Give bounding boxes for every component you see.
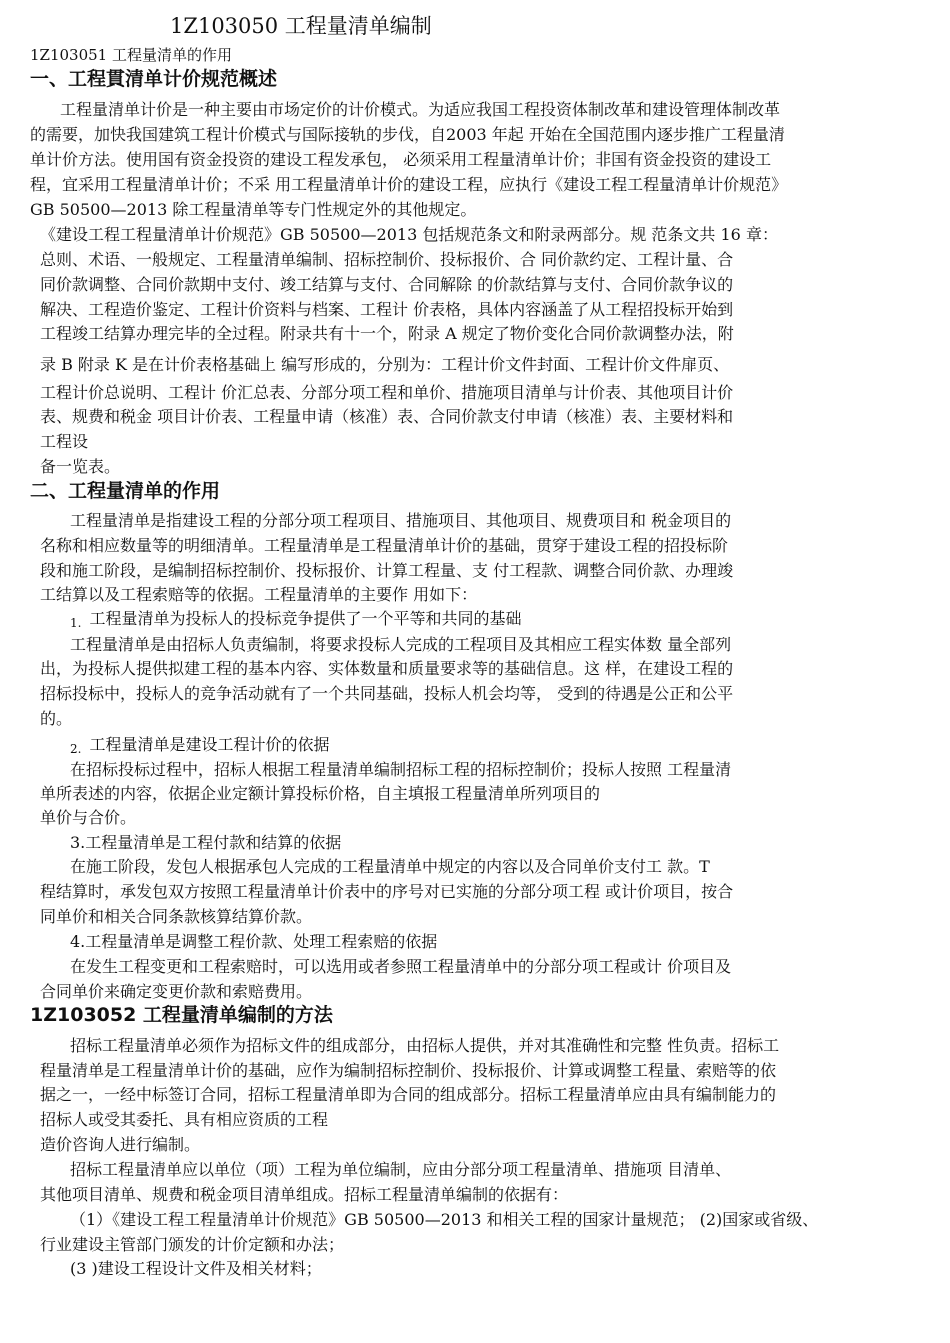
paragraph-line: 解决、工程造价鉴定、工程计价资料与档案、工程计 价表格，具体内容涵盖了从工程招投标开始到 bbox=[40, 300, 734, 319]
paragraph-line: 备一览表。 bbox=[40, 457, 121, 476]
list-item-number: 1. bbox=[70, 616, 82, 630]
list-item-title: 3.工程量清单是工程付款和结算的依据 bbox=[70, 833, 342, 852]
paragraph-line: 的。 bbox=[40, 709, 73, 728]
paragraph-line: 出，为投标人提供拟建工程的基本内容、实体数量和质量要求等的基础信息。这 样，在建设工程的 bbox=[40, 659, 734, 678]
paragraph-line: 行业建设主管部门颁发的计价定额和办法； bbox=[40, 1235, 345, 1254]
paragraph-line: 在发生工程变更和工程索赔时，可以选用或者参照工程量清单中的分部分项工程或计 价项目及 bbox=[70, 957, 732, 976]
paragraph-line: 工程量清单是由招标人负责编制，将要求投标人完成的工程项目及其相应工程实体数 量全部列 bbox=[70, 635, 732, 654]
paragraph-line: 《建设工程工程量清单计价规范》GB 50500—2013 包括规范条文和附录两部分。规 范条文共 16 章： bbox=[40, 225, 778, 244]
paragraph-line: 造价咨询人进行编制。 bbox=[40, 1135, 201, 1154]
paragraph-line: 录 B 附录 K 是在计价表格基础上 编写形成的，分别为：工程计价文件封面、工程计价文件扉页、 bbox=[40, 355, 730, 374]
paragraph-line: 单所表述的内容，依据企业定额计算投标价格，自主填报工程量清单所列项目的 bbox=[40, 784, 601, 803]
document-title: 1Z103050 工程量清单编制 bbox=[170, 14, 432, 38]
heading-section-3: 1Z103052 工程量清单编制的方法 bbox=[30, 1004, 333, 1026]
paragraph-line: 程量清单是工程量清单计价的基础，应作为编制招标控制价、投标报价、计算或调整工程量、索赔等的依 bbox=[40, 1061, 777, 1080]
list-item-title: 4.工程量清单是调整工程价款、处理工程索赔的依据 bbox=[70, 932, 438, 951]
paragraph-line: 招标工程量清单必须作为招标文件的组成部分，由招标人提供，并对其准确性和完整 性负责。招标工 bbox=[70, 1036, 780, 1055]
paragraph-line: 的需要，加快我国建筑工程计价模式与国际接轨的步伐，自2003 年起 开始在全国范围内逐步推广工程量清 bbox=[30, 125, 785, 144]
paragraph-line: （1）《建设工程工程量清单计价规范》GB 50500—2013 和相关工程的国家计量规范； (2)国家或省级、 bbox=[70, 1210, 819, 1229]
paragraph-line: 单计价方法。使用国有资金投资的建设工程发承包， 必须采用工程量清单计价；非国有资金投资的建设工 bbox=[30, 150, 772, 169]
paragraph-line: 总则、术语、一般规定、工程量清单编制、招标控制价、投标报价、合 同价款约定、工程计量、合 bbox=[40, 250, 734, 269]
paragraph-line: 单价与合价。 bbox=[40, 808, 137, 827]
paragraph-line: 同价款调整、合同价款期中支付、竣工结算与支付、合同解除 的价款结算与支付、合同价款争议的 bbox=[40, 275, 734, 294]
paragraph-line: 工程竣工结算办理完毕的全过程。附录共有十一个，附录 A 规定了物价变化合同价款调整办法，附 bbox=[40, 324, 734, 343]
paragraph-line: 招标投标中，投标人的竞争活动就有了一个共同基础，投标人机会均等， 受到的待遇是公正和公平 bbox=[40, 684, 734, 703]
paragraph-line: 程结算时，承发包双方按照工程量清单计价表中的序号对已实施的分部分项工程 或计价项目，按合 bbox=[40, 882, 734, 901]
paragraph-line: 招标人或受其委托、具有相应资质的工程 bbox=[40, 1110, 329, 1129]
list-item-title: 1. 工程量清单为投标人的投标竞争提供了一个平等和共同的基础 bbox=[70, 609, 522, 630]
paragraph-line: 工程量清单是指建设工程的分部分项工程项目、措施项目、其他项目、规费项目和 税金项目的 bbox=[70, 511, 732, 530]
paragraph-line: (3 )建设工程设计文件及相关材料； bbox=[70, 1259, 322, 1278]
heading-section-2: 二、工程量清单的作用 bbox=[30, 480, 221, 502]
paragraph-line: 名称和相应数量等的明细清单。工程量清单是工程量清单计价的基础，贯穿于建设工程的招投标阶 bbox=[40, 536, 729, 555]
section-subtitle: 1Z103051 工程量清单的作用 bbox=[30, 46, 232, 64]
paragraph-line: 工程量清单计价是一种主要由市场定价的计价模式。为适应我国工程投资体制改革和建设管理体制改革 bbox=[60, 100, 781, 119]
paragraph-line: 同单价和相关合同条款核算结算价款。 bbox=[40, 907, 313, 926]
paragraph-line: 程，宜采用工程量清单计价；不采 用工程量清单计价的建设工程，应执行《建设工程工程量清单计价规范》 bbox=[30, 175, 788, 194]
paragraph-line: 招标工程量清单应以单位（项）工程为单位编制，应由分部分项工程量清单、措施项 目清单、 bbox=[70, 1160, 732, 1179]
paragraph-line: 段和施工阶段，是编制招标控制价、投标报价、计算工程量、支 付工程款、调整合同价款、办理竣 bbox=[40, 561, 734, 580]
heading-section-1: 一、工程貫清单计价规范概述 bbox=[30, 68, 278, 90]
list-item-number: 2. bbox=[70, 742, 82, 756]
paragraph-line: 其他项目清单、规费和税金项目清单组成。招标工程量清单编制的依据有： bbox=[40, 1185, 569, 1204]
list-item-title: 2. 工程量清单是建设工程计价的依据 bbox=[70, 735, 330, 756]
paragraph-line: 合同单价来确定变更价款和索赔费用。 bbox=[40, 982, 313, 1001]
paragraph-line: 在施工阶段，发包人根据承包人完成的工程量清单中规定的内容以及合同单价支付工 款。T bbox=[70, 857, 710, 876]
paragraph-line: 据之一，一经中标签订合同，招标工程量清单即为合同的组成部分。招标工程量清单应由具有编制能力的 bbox=[40, 1085, 777, 1104]
paragraph-line: 工结算以及工程索赔等的依据。工程量清单的主要作 用如下： bbox=[40, 585, 478, 604]
paragraph-line: 工程计价总说明、工程计 价汇总表、分部分项工程和单价、措施项目清单与计价表、其他项目计价 bbox=[40, 383, 734, 402]
paragraph-line: 工程设 bbox=[40, 432, 89, 451]
paragraph-line: GB 50500—2013 除工程量清单等专门性规定外的其他规定。 bbox=[30, 200, 477, 219]
paragraph-line: 表、规费和税金 项目计价表、工程量申请（核准）表、合同价款支付申请（核准）表、主要材料和 bbox=[40, 407, 734, 426]
paragraph-line: 在招标投标过程中，招标人根据工程量清单编制招标工程的招标控制价；投标人按照 工程量清 bbox=[70, 760, 732, 779]
